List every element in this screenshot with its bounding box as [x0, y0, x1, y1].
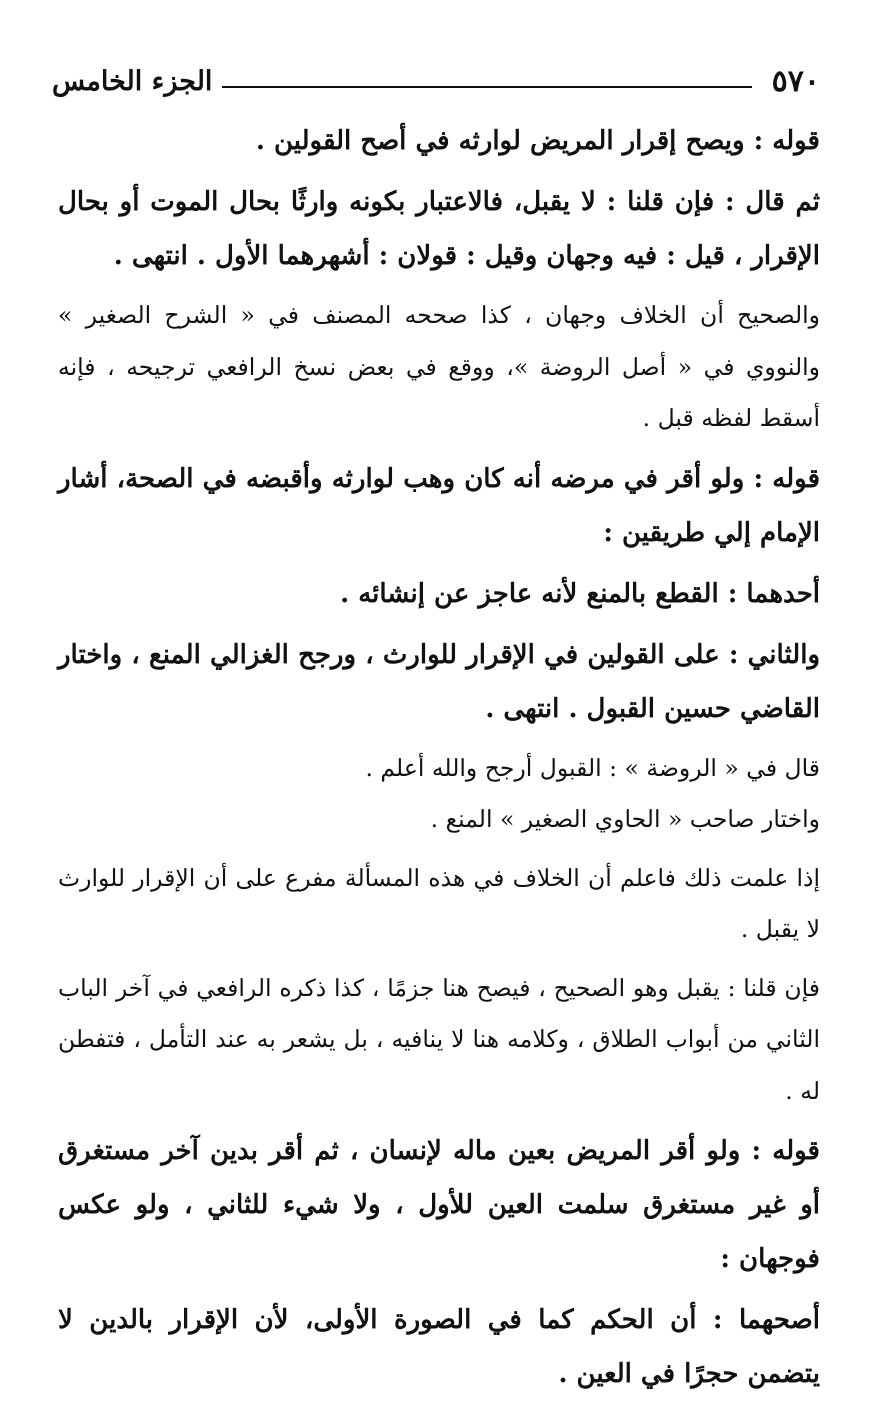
paragraph-3: والصحيح أن الخلاف وجهان ، كذا صححه المصنف في « الشرح الصغير » والنووي في « أصل الروضة »، ووقع في بعض نسخ الرافعي ترجيحه ، فإنه أسقط لفظه قبل .	[58, 301, 820, 432]
body-text	[58, 114, 820, 1401]
paragraph-10: فإن قلنا : يقبل وهو الصحيح ، فيصح هنا جزمًا ، كذا ذكره الرافعي في آخر الباب الثاني من أبواب الطلاق ، وكلامه هنا لا ينافيه ، بل يشعر به عند التأمل ، فتفطن له .	[58, 973, 820, 1105]
paragraph-5: أحدهما : القطع بالمنع لأنه عاجز عن إنشائه .	[340, 578, 820, 609]
paragraph-6: والثاني : على القولين في الإقرار للوارث ، ورجح الغزالي المنع ، واختار القاضي حسين القبول . انتهى .	[58, 639, 820, 724]
paragraph-7: قال في « الروضة » : القبول أرجح والله أعلم .	[365, 753, 820, 782]
paragraph-2: ثم قال : فإن قلنا : لا يقبل، فالاعتبار بكونه وارثًا بحال الموت أو بحال الإقرار ، قيل : فيه وجهان وقيل : قولان : أشهرهما الأول . انتهى .	[58, 187, 820, 271]
page-number: ٥٧٠	[771, 64, 820, 99]
header-rule	[222, 86, 752, 88]
paragraph-9: إذا علمت ذلك فاعلم أن الخلاف في هذه المسألة مفرع على أن الإقرار للوارث لا يقبل .	[58, 863, 820, 943]
running-title: الجزء الخامس	[52, 66, 213, 97]
paragraph-4: قوله : ولو أقر في مرضه أنه كان وهب لوارثه وأقبضه في الصحة، أشار الإمام إلي طريقين :	[58, 463, 820, 548]
page-header	[52, 62, 820, 102]
paragraph-1: قوله : ويصح إقرار المريض لوارثه في أصح القولين .	[255, 126, 820, 156]
paragraph-12: أصحهما : أن الحكم كما في الصورة الأولى، لأن الإقرار بالدين لا يتضمن حجرًا في العين .	[58, 1305, 820, 1389]
paragraph-11: قوله : ولو أقر المريض بعين ماله لإنسان ، ثم أقر بدين آخر مستغرق أو غير مستغرق سلمت العين للأول ، ولا شيء للثاني ، ولو عكس فوجهان :	[58, 1136, 820, 1274]
paragraph-8: واختار صاحب « الحاوي الصغير » المنع .	[430, 805, 820, 833]
